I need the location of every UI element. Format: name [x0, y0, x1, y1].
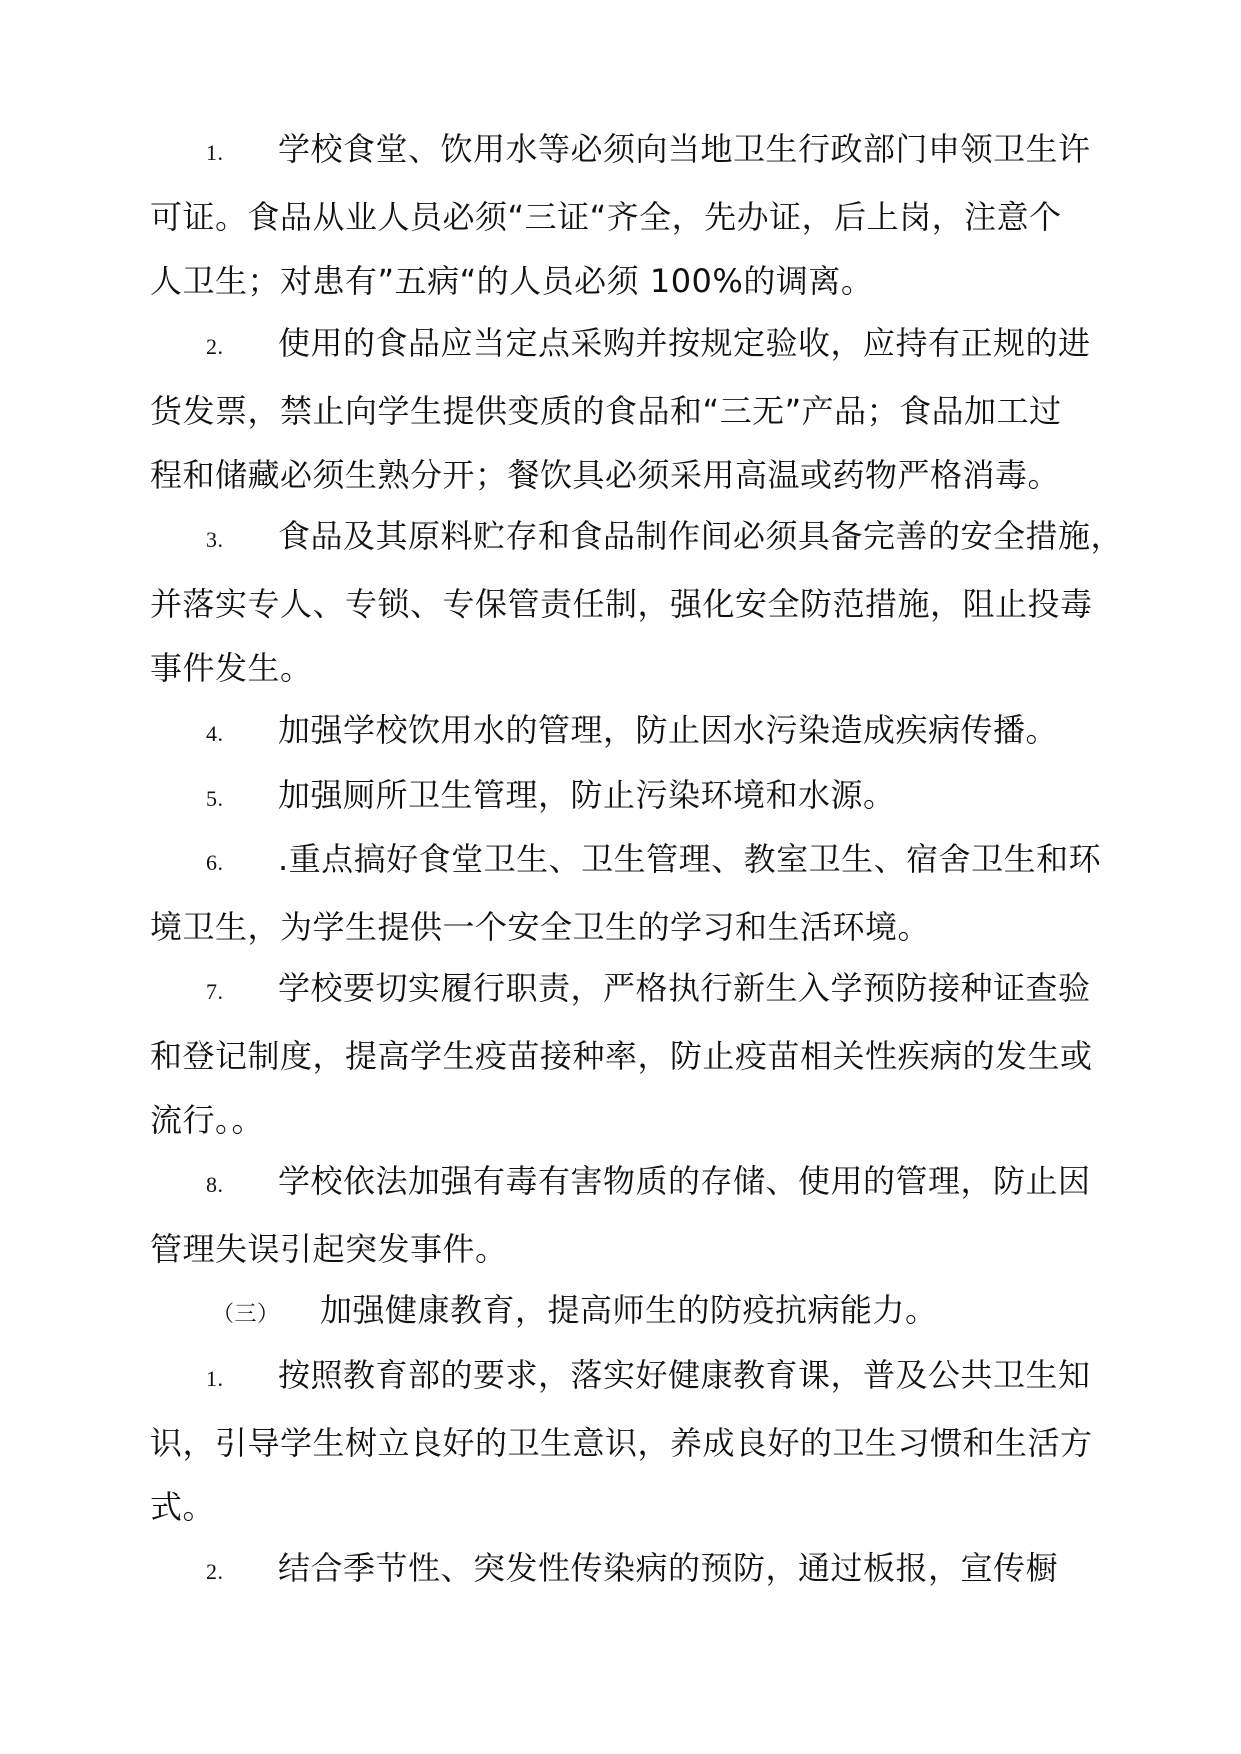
section-heading-3 — [150, 1278, 1120, 1346]
paragraph-text: 学校依法加强有毒有害物质的存储、使用的管理，防止因 — [278, 1162, 1091, 1200]
list-number: 3. — [206, 527, 224, 552]
paragraph-line — [150, 827, 1120, 895]
paragraph-text: 使用的食品应当定点采购并按规定验收，应持有正规的进 — [278, 324, 1091, 362]
paragraph-line — [150, 311, 1120, 379]
paragraph-line: 人卫生；对患有”五病“的人员必须 100%的调离。 — [150, 262, 874, 300]
paragraph-line: 管理失误引起突发事件。 — [150, 1230, 508, 1268]
paragraph-1 — [150, 117, 1120, 313]
paragraph-line — [150, 956, 1120, 1024]
paragraph-line — [150, 1536, 1120, 1604]
paragraph-line — [150, 1278, 1120, 1346]
paragraph-text: .重点搞好食堂卫生、卫生管理、教室卫生、宿舍卫生和环 — [278, 840, 1102, 878]
paragraph-8 — [150, 1149, 1120, 1281]
paragraph-text: 食品及其原料贮存和食品制作间必须具备完善的安全措施， — [278, 517, 1124, 555]
list-number: 8. — [206, 1172, 224, 1197]
paragraph-line: 可证。食品从业人员必须“三证“齐全，先办证，后上岗，注意个 — [150, 198, 1062, 236]
paragraph-text: 学校要切实履行职责，严格执行新生入学预防接种证查验 — [278, 969, 1091, 1007]
paragraph-line — [150, 1149, 1120, 1217]
list-number: 5. — [206, 786, 224, 811]
paragraph-5 — [150, 763, 1120, 831]
paragraph-line: 境卫生，为学生提供一个安全卫生的学习和生活环境。 — [150, 908, 931, 946]
section-title: 加强健康教育，提高师生的防疫抗病能力。 — [320, 1291, 938, 1329]
paragraph-7 — [150, 956, 1120, 1152]
list-number: 4. — [206, 721, 224, 746]
paragraph-text: 加强学校饮用水的管理，防止因水污染造成疾病传播。 — [278, 711, 1059, 749]
paragraph-line: 式。 — [150, 1488, 216, 1526]
paragraph-text: 结合季节性、突发性传染病的预防，通过板报，宣传橱 — [278, 1549, 1059, 1587]
paragraph-line — [150, 117, 1120, 185]
paragraph-4 — [150, 698, 1120, 766]
paragraph-line: 流行。。 — [150, 1101, 265, 1139]
paragraph-6 — [150, 827, 1120, 959]
paragraph-9 — [150, 1343, 1120, 1539]
paragraph-line — [150, 1343, 1120, 1411]
paragraph-line: 识，引导学生树立良好的卫生意识，养成良好的卫生习惯和生活方 — [150, 1424, 1093, 1462]
paragraph-line: 和登记制度，提高学生疫苗接种率，防止疫苗相关性疾病的发生或 — [150, 1037, 1093, 1075]
paragraph-line — [150, 698, 1120, 766]
paragraph-text: 加强厕所卫生管理，防止污染环境和水源。 — [278, 776, 896, 814]
paragraph-text: 按照教育部的要求，落实好健康教育课，普及公共卫生知 — [278, 1356, 1091, 1394]
paragraph-text: 学校食堂、饮用水等必须向当地卫生行政部门申领卫生许 — [278, 130, 1091, 168]
paragraph-2 — [150, 311, 1120, 507]
paragraph-line: 货发票，禁止向学生提供变质的食品和“三无”产品；食品加工过 — [150, 392, 1062, 430]
list-number: 2. — [206, 1559, 224, 1584]
paragraph-3 — [150, 504, 1124, 700]
paragraph-line: 事件发生。 — [150, 649, 313, 687]
list-number: 1. — [206, 140, 224, 165]
section-number: （三） — [212, 1301, 280, 1326]
list-number: 1. — [206, 1366, 224, 1391]
list-number: 6. — [206, 850, 224, 875]
paragraph-line — [150, 504, 1124, 572]
paragraph-line — [150, 763, 1120, 831]
paragraph-10 — [150, 1536, 1120, 1604]
list-number: 7. — [206, 979, 224, 1004]
paragraph-line: 程和储藏必须生熟分开；餐饮具必须采用高温或药物严格消毒。 — [150, 456, 1061, 494]
list-number: 2. — [206, 334, 224, 359]
paragraph-line: 并落实专人、专锁、专保管责任制，强化安全防范措施，阻止投毒 — [150, 585, 1093, 623]
